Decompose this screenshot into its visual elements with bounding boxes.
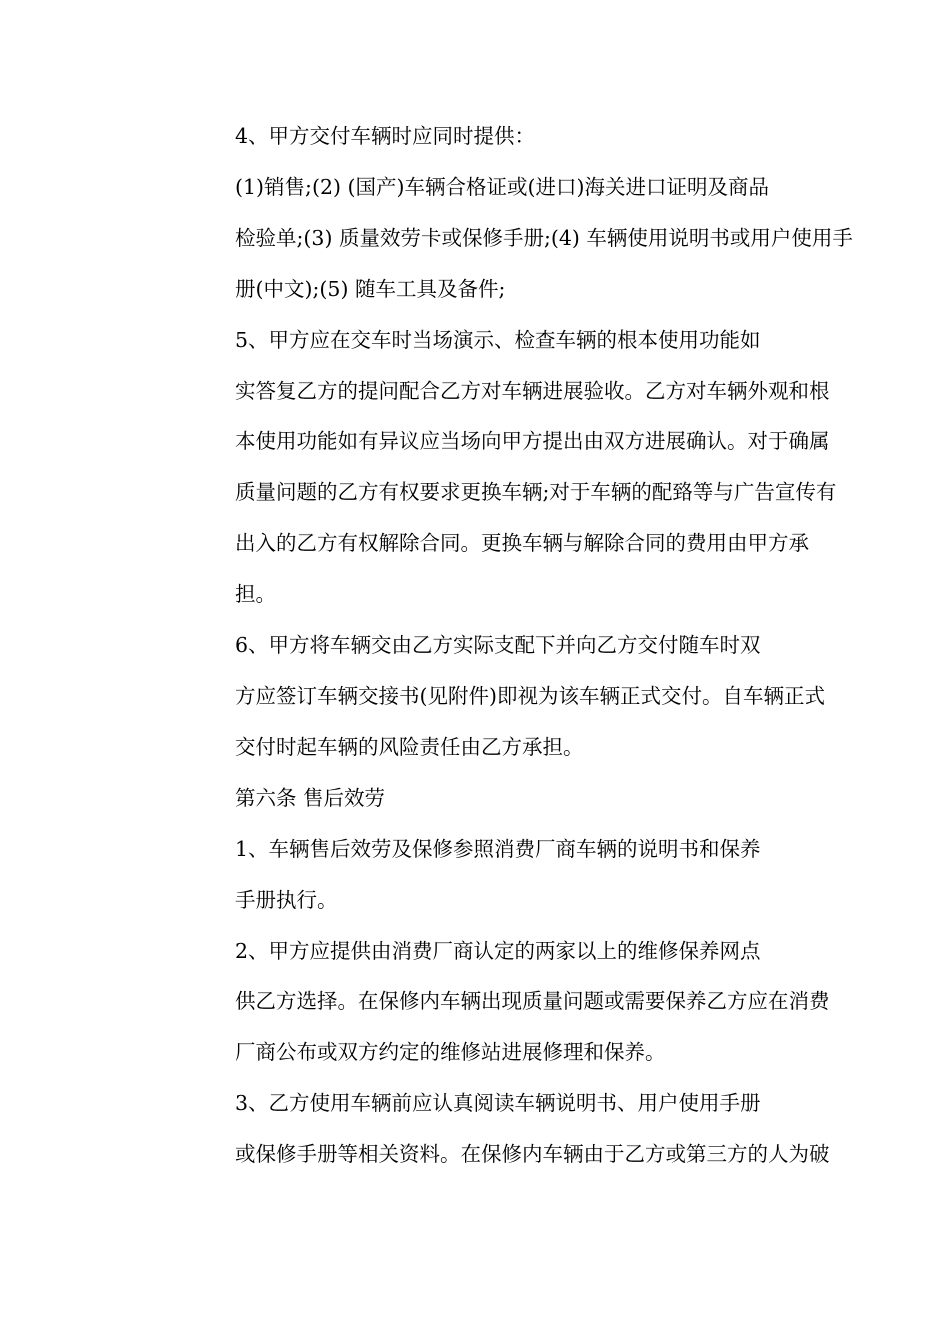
text-line: 或保修手册等相关资料。在保修内车辆由于乙方或第三方的人为破 [235,1142,830,1167]
paragraph-clause-5 [147,315,837,620]
text-line: 1、车辆售后效劳及保修参照消费厂商车辆的说明书和保养 [235,836,761,861]
paragraph-clause-4-items [147,162,853,315]
text-line: 交付时起车辆的风险责任由乙方承担。 [235,734,584,759]
section-heading: 第六条 售后效劳 [235,785,386,810]
text-line: 质量问题的乙方有权要求更换车辆;对于车辆的配臵等与广告宣传有 [235,480,837,505]
text-line: 4、甲方交付车辆时应同时提供： [235,124,536,148]
text-line: 2、甲方应提供由消费厂商认定的两家以上的维修保养网点 [235,938,761,963]
article-6-heading [147,773,807,824]
text-line: (1)销售;(2) (国产)车辆合格证或(进口)海关进口证明及商品 [235,174,769,199]
text-line: 实答复乙方的提问配合乙方对车辆进展验收。乙方对车辆外观和根 [235,378,830,403]
text-line: 册(中文);(5) 随车工具及备件; [235,276,506,301]
text-line: 3、乙方使用车辆前应认真阅读车辆说明书、用户使用手册 [235,1091,761,1116]
text-line: 担。 [235,582,276,607]
document-body [147,111,853,1180]
paragraph-article-6-item-2 [147,926,830,1079]
paragraph-clause-4 [147,111,807,162]
paragraph-article-6-item-3 [147,1078,830,1180]
paragraph-article-6-item-1 [147,824,807,926]
text-line: 方应签订车辆交接书(见附件)即视为该车辆正式交付。自车辆正式 [235,683,825,708]
text-line: 厂商公布或双方约定的维修站进展修理和保养。 [235,1040,666,1065]
text-line: 手册执行。 [235,887,338,912]
text-line: 检验单;(3) 质量效劳卡或保修手册;(4) 车辆使用说明书或用户使用手 [235,225,853,250]
text-line: 本使用功能如有异议应当场向甲方提出由双方进展确认。对于确属 [235,429,830,454]
text-line: 出入的乙方有权解除合同。更换车辆与解除合同的费用由甲方承 [235,531,809,556]
text-line: 5、甲方应在交车时当场演示、检查车辆的根本使用功能如 [235,327,761,352]
text-line: 6、甲方将车辆交由乙方实际支配下并向乙方交付随车时双 [235,633,761,658]
text-line: 供乙方选择。在保修内车辆出现质量问题或需要保养乙方应在消费 [235,989,830,1014]
paragraph-clause-6 [147,620,825,773]
